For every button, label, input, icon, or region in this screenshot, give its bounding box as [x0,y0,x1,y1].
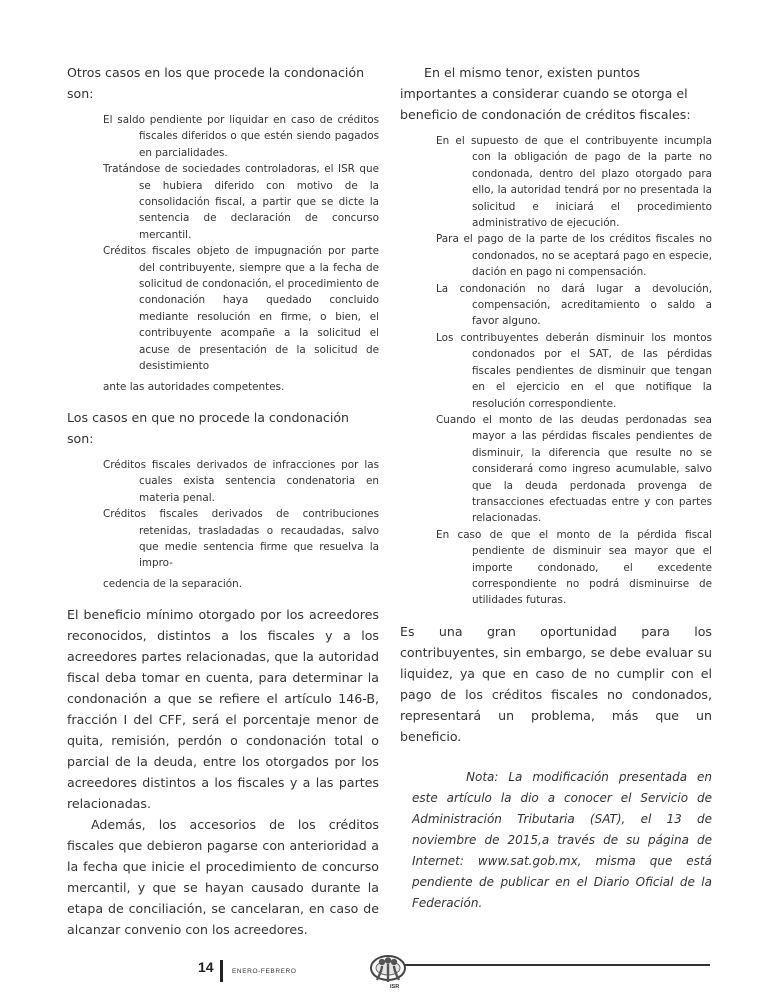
considerations-list [436,133,712,609]
conditions-intro: Otros casos en los que procede la condonación son: [67,65,365,101]
list-item: Cuando el monto de las deudas perdonadas sea mayor a las pérdidas fiscales pendientes de disminuir, la diferencia que resulte no se considerará como ingreso acumulable, salvo que la deuda perdonada provenga de transacciones efectuadas entre y con partes relacionadas. [436,413,712,525]
magazine-logo-icon [368,950,408,990]
list-item: La condonación no dará lugar a devolución, compensación, acreditamiento o saldo a favor alguno. [436,282,712,328]
list-item: En el supuesto de que el contribuyente incumpla con la obligación de pago de la parte no condonada, dentro del plazo otorgado para ello, la autoridad tendrá por no presentada la solicitud e iniciará el procedimiento administrativo de ejecución. [436,135,712,230]
right-column [400,62,712,914]
list-item: Créditos fiscales derivados de infracciones por las cuales exista sentencia condenatoria en materia penal. [103,458,379,504]
body-paragraph: Además, los accesorios de los créditos fiscales que debieron pagarse con anterioridad a la fecha que inicie el procedimiento de concurso mercantil, y que se hayan causado durante la etapa de conciliación, se cancelaran, en caso de alcanzar convenio con los acreedores. [67,817,379,938]
procede-list [103,112,379,395]
body-paragraph: El beneficio mínimo otorgado por los acreedores reconocidos, distintos a los fiscales y a los acreedores partes relacionadas, que la autoridad fiscal deba tomar en cuenta, para determinar la condonación a que se refiere el artículo 146-B, fracción I del CFF, será el porcentaje menor de quita, remisión, perdón o condonación total o parcial de la deuda, entre los otorgados por los acreedores distintos a los fiscales y a las partes relacionadas. [67,607,379,812]
editorial-note: Nota: La modificación presentada en este artículo la dio a conocer el Servicio de Administración Tributaria (SAT), el 13 de noviembre de 2015,a través de su página de Internet: www.sat.gob.mx, misma que está pendiente de publicar en el Diario Oficial de la Federación. [412,769,712,910]
body-paragraph: Es una gran oportunidad para los contribuyentes, sin embargo, se debe evaluar su liquidez, ya que en caso de no cumplir con el pago de los créditos fiscales no condonados, representará un problema, más que un beneficio. [400,623,712,744]
issue-label: ENERO-FEBRERO [232,968,297,975]
footer-rule [400,964,710,966]
list-item: En caso de que el monto de la pérdida fiscal pendiente de disminuir sea mayor que el importe condonado, el excedente correspondiente no podrá disminuirse de utilidades futuras. [436,528,712,607]
logo-text: ISR [390,984,400,990]
list-item [103,243,379,395]
no-procede-list [103,457,379,592]
page-footer [0,948,768,1004]
footer-divider [220,960,223,982]
list-item-tail: ante las autoridades competentes. [103,380,285,393]
considerations-intro: En el mismo tenor, existen puntos importantes a considerar cuando se otorga el beneficio de condonación de créditos fiscales: [400,65,691,122]
list-item [103,506,379,592]
page-number: 14 [198,959,214,975]
list-item: Para el pago de la parte de los créditos fiscales no condonados, no se aceptará pago en especie, dación en pago ni compensación. [436,233,712,279]
list-item-tail: cedencia de la separación. [103,577,243,590]
list-item-text: Créditos fiscales derivados de contribuciones retenidas, trasladadas o recaudadas, salvo que medie sentencia firme que resuelva la impro- [103,508,379,570]
list-item-text: Créditos fiscales objeto de impugnación por parte del contribuyente, siempre que a la fecha de solicitud de condonación, el procedimiento de condonación haya quedado concluido mediante resolución en firme, o bien, el contribuyente acompañe a la solicitud el acuse de presentación de la solicitud de desistimiento [103,245,379,373]
left-column [67,62,379,940]
list-item: Tratándose de sociedades controladoras, el ISR que se hubiera diferido con motivo de la consolidación fiscal, a partir que se dicte la sentencia de declaración de concurso mercantil. [103,163,379,241]
exclusions-intro: Los casos en que no procede la condonación son: [67,409,350,446]
list-item: El saldo pendiente por liquidar en caso de créditos fiscales diferidos o que estén siendo pagados en parcialidades. [103,114,379,159]
list-item: Los contribuyentes deberán disminuir los montos condonados por el SAT, de las pérdidas fiscales pendientes de disminuir que tengan en el ejercicio en el que notifique la resolución correspondiente. [436,331,712,410]
